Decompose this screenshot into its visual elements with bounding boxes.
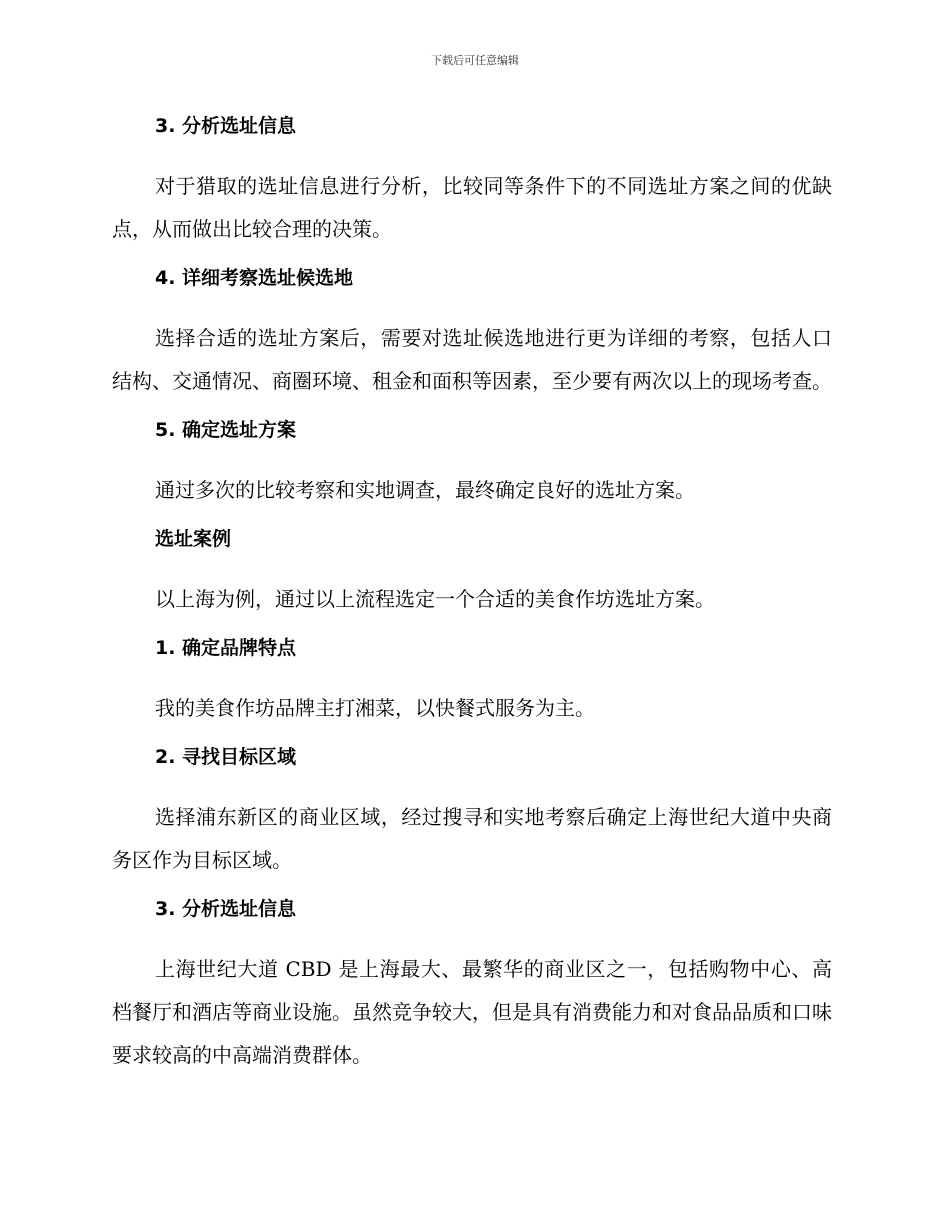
- paragraph-case-study-intro: 以上海为例，通过以上流程选定一个合适的美食作坊选址方案。: [155, 587, 715, 611]
- section-heading-analyze-site-info-case: 3. 分析选址信息: [155, 898, 297, 920]
- paragraph-analyze-site-info-case: 上海世纪大道 CBD 是上海最大、最繁华的商业区之一，包括购物中心、高档餐厅和酒店等商业设施。虽然竞争较大，但是具有消费能力和对食品品质和口味要求较高的中高端消费群体。: [112, 957, 832, 1067]
- paragraph-confirm-plan: 通过多次的比较考察和实地调查，最终确定良好的选址方案。: [155, 478, 695, 502]
- document-body: [112, 110, 832, 1088]
- paragraph-target-area: 选择浦东新区的商业区域，经过搜寻和实地考察后确定上海世纪大道中央商务区作为目标区域。: [112, 805, 832, 872]
- section-heading-case-study: 选址案例: [155, 528, 232, 550]
- section-heading-confirm-plan: 5. 确定选址方案: [155, 419, 297, 441]
- section-heading-analyze-site-info: 3. 分析选址信息: [155, 115, 297, 137]
- section-heading-inspect-candidates: 4. 详细考察选址候选地: [155, 267, 354, 289]
- paragraph-analyze-site-info: 对于猎取的选址信息进行分析，比较同等条件下的不同选址方案之间的优缺点，从而做出比较合理的决策。: [112, 174, 832, 241]
- section-heading-target-area: 2. 寻找目标区域: [155, 746, 297, 768]
- paragraph-inspect-candidates: 选择合适的选址方案后，需要对选址候选地进行更为详细的考察，包括人口结构、交通情况、商圈环境、租金和面积等因素，至少要有两次以上的现场考查。: [112, 326, 832, 393]
- page-header: 下载后可任意编辑: [431, 54, 519, 67]
- paragraph-brand-features: 我的美食作坊品牌主打湘菜，以快餐式服务为主。: [155, 696, 595, 720]
- section-heading-brand-features: 1. 确定品牌特点: [155, 637, 297, 659]
